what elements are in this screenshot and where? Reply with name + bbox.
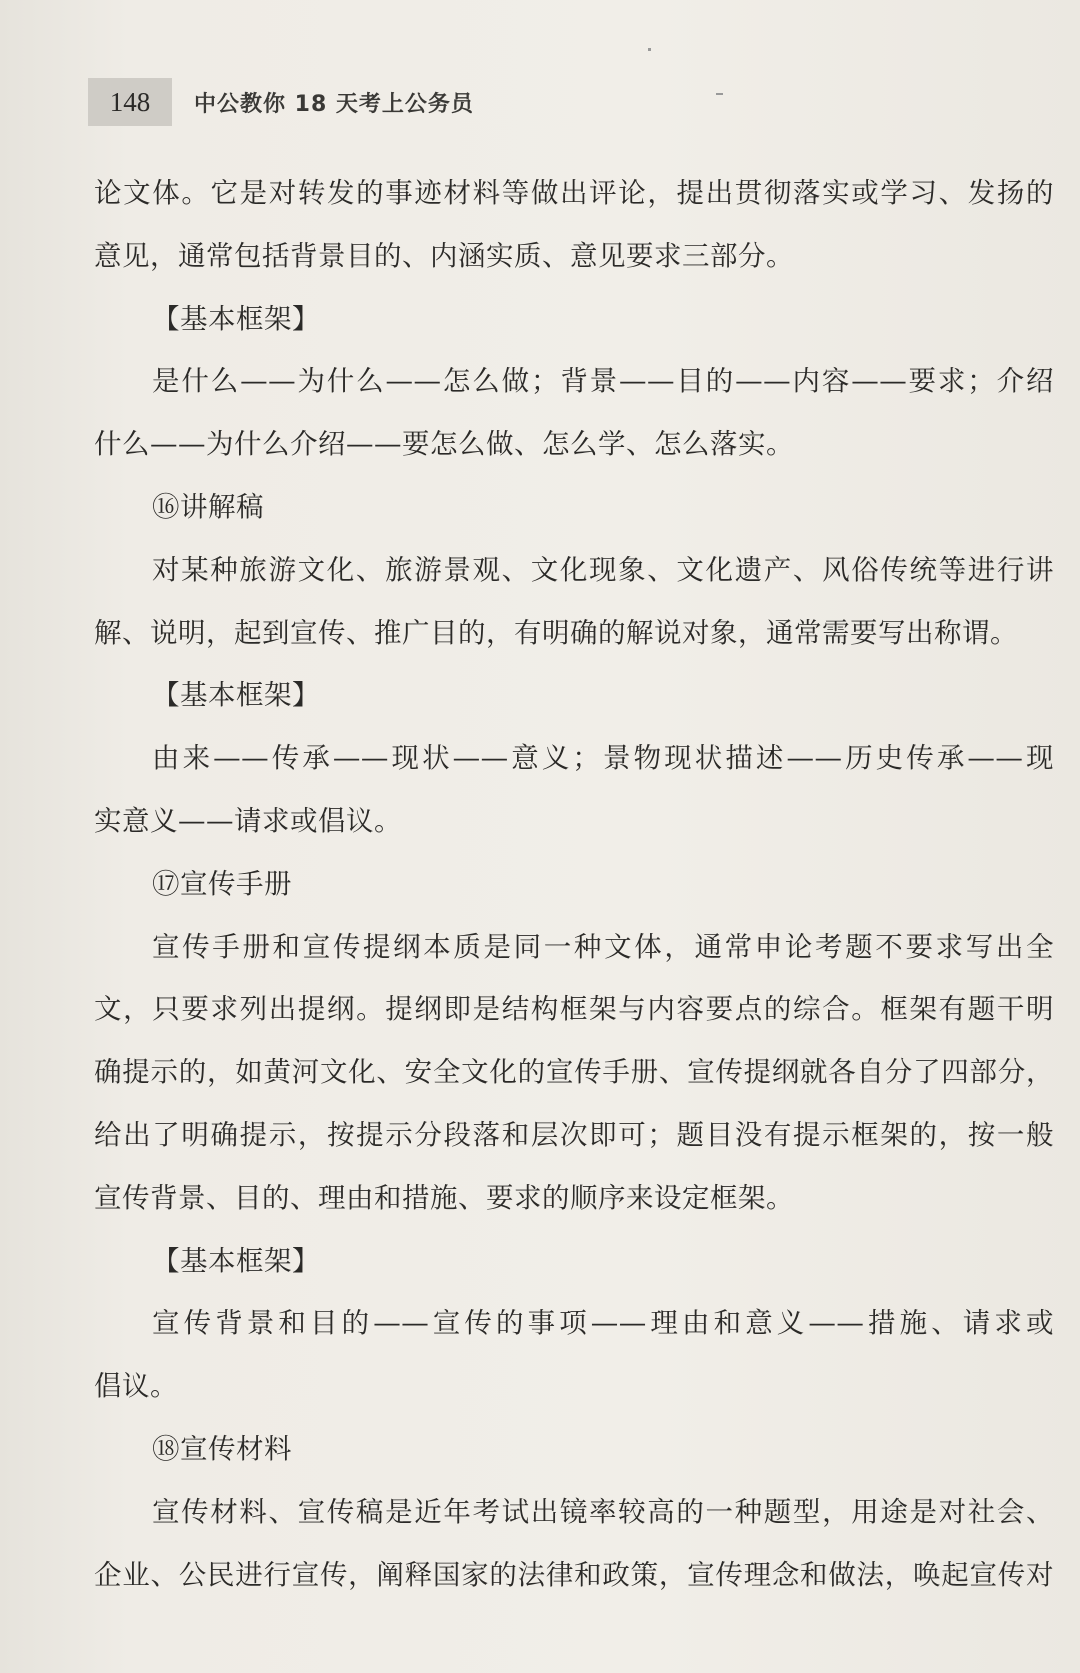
text-line: 实意义——请求或倡议。 <box>94 804 402 837</box>
text-line: 给出了明确提示，按提示分段落和层次即可；题目没有提示框架的，按一般 <box>94 1118 1054 1151</box>
text-line: 宣传背景、目的、理由和措施、要求的顺序来设定框架。 <box>94 1181 794 1214</box>
page-number: 148 <box>88 78 172 126</box>
text-line: 倡议。 <box>94 1370 178 1403</box>
text-line: 是什么——为什么——怎么做；背景——目的——内容——要求；介绍 <box>152 365 1054 398</box>
text-line: 什么——为什么介绍——要怎么做、怎么学、怎么落实。 <box>94 428 794 461</box>
text-line: 宣传材料、宣传稿是近年考试出镜率较高的一种题型，用途是对社会、 <box>152 1495 1054 1528</box>
body-text <box>94 162 1054 1606</box>
text-line: 确提示的，如黄河文化、安全文化的宣传手册、宣传提纲就各自分了四部分， <box>94 1056 1054 1089</box>
text-line: 由来——传承——现状——意义；景物现状描述——历史传承——现 <box>152 742 1054 775</box>
text-line: 意见，通常包括背景目的、内涵实质、意见要求三部分。 <box>94 239 794 272</box>
speck-mark <box>648 48 651 51</box>
text-line: 宣传手册和宣传提纲本质是同一种文体，通常申论考题不要求写出全 <box>152 930 1054 963</box>
speck-mark <box>716 93 723 95</box>
text-line: ⑱宣传材料 <box>152 1432 292 1465</box>
text-line: 【基本框架】 <box>152 1244 320 1277</box>
text-line: 对某种旅游文化、旅游景观、文化现象、文化遗产、风俗传统等进行讲 <box>152 553 1054 586</box>
text-line: 企业、公民进行宣传，阐释国家的法律和政策，宣传理念和做法，唤起宣传对 <box>94 1558 1054 1591</box>
text-line: 【基本框架】 <box>152 302 320 335</box>
page-header <box>88 76 474 128</box>
book-title: 中公教你 18 天考上公务员 <box>194 91 474 117</box>
text-line: 【基本框架】 <box>152 679 320 712</box>
text-line: 解、说明，起到宣传、推广目的，有明确的解说对象，通常需要写出称谓。 <box>94 616 1018 649</box>
text-line: ⑰宣传手册 <box>152 867 292 900</box>
text-line: 文，只要求列出提纲。提纲即是结构框架与内容要点的综合。框架有题干明 <box>94 993 1054 1026</box>
text-line: ⑯讲解稿 <box>152 490 264 523</box>
text-line: 论文体。它是对转发的事迹材料等做出评论，提出贯彻落实或学习、发扬的 <box>94 177 1054 209</box>
text-line: 宣传背景和目的——宣传的事项——理由和意义——措施、请求或 <box>152 1307 1054 1340</box>
